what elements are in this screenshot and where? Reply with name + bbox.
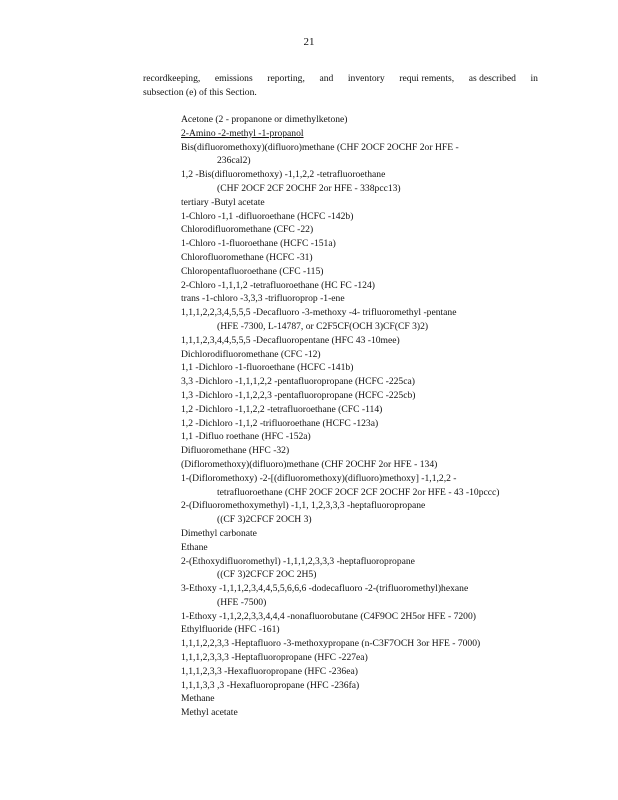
compound-entry [181, 444, 561, 458]
intro-word: and [319, 73, 334, 84]
compound-name: 1-Ethoxy -1,1,2,2,3,3,4,4,4 -nonafluorobutane (C4F9OC 2H5or HFE - 7200) [181, 610, 476, 622]
compound-name: tertiary -Butyl acetate [181, 196, 265, 208]
compound-entry [181, 210, 561, 224]
compound-name: Difluoromethane (HFC -32) [181, 445, 290, 457]
compound-entry [181, 679, 561, 693]
intro-word: inventory [347, 73, 385, 84]
compound-name: Ethylfluoride (HFC -161) [181, 624, 280, 636]
intro-word: recordkeeping, [143, 73, 201, 84]
compound-name: Dimethyl carbonate [181, 527, 257, 539]
compound-entry [181, 527, 561, 541]
compound-entry [181, 265, 561, 279]
compound-name: 1,2 -Dichloro -1,1,2 -trifluoroethane (HCFC -123a) [181, 417, 379, 429]
compound-name: 1-Chloro -1,1 -difluoroethane (HCFC -142b) [181, 210, 354, 222]
compound-name: 2-(Difluoromethoxymethyl) -1,1, 1,2,3,3,3 -heptafluoropropane [181, 500, 426, 512]
compound-name: 1,2 -Dichloro -1,1,2,2 -tetrafluoroethane (CFC -114) [181, 403, 383, 415]
intro-line-1 [143, 72, 538, 86]
compound-entry [181, 692, 561, 706]
compound-entry [181, 127, 561, 141]
compound-entry [181, 472, 561, 500]
compound-name: Chloropentafluoroethane (CFC -115) [181, 265, 324, 277]
compound-entry [181, 168, 561, 196]
compound-name: trans -1-chloro -3,3,3 -trifluoroprop -1-ene [181, 293, 345, 305]
compound-entry [181, 279, 561, 293]
compound-name: 1,1,1,3,3 ,3 -Hexafluoropropane (HFC -236fa) [181, 679, 360, 691]
compound-entry [181, 306, 561, 334]
intro-word: in [530, 73, 538, 84]
intro-word: as described [468, 73, 516, 84]
compound-entry [181, 706, 561, 720]
compound-continuation: (CHF 2OCF 2CF 2OCHF 2or HFE - 338pcc13) [217, 182, 401, 194]
compound-entry [181, 582, 561, 610]
compound-entry [181, 651, 561, 665]
compound-name: 1,1,1,2,3,4,4,5,5,5 -Decafluoropentane (HFC 43 -10mee) [181, 334, 400, 346]
compound-entry [181, 458, 561, 472]
compound-name: Chlorofluoromethane (HCFC -31) [181, 251, 313, 263]
compound-continuation: 236cal2) [217, 155, 251, 167]
compound-entry [181, 499, 561, 527]
compound-name: Dichlorodifluoromethane (CFC -12) [181, 348, 321, 360]
compound-name: 1,1 -Dichloro -1-fluoroethane (HCFC -141b) [181, 362, 354, 374]
compound-name: 1,1,1,2,2,3,3 -Heptafluoro -3-methoxypropane (n-C3F7OCH 3or HFE - 7000) [181, 638, 481, 650]
compound-entry [181, 361, 561, 375]
compound-name: 1,2 -Bis(difluoromethoxy) -1,1,2,2 -tetrafluoroethane [181, 169, 386, 181]
compound-entry [181, 555, 561, 583]
compound-entry [181, 637, 561, 651]
compound-entry [181, 141, 561, 169]
compound-name: 1,1,1,2,2,3,4,5,5,5 -Decafluoro -3-methoxy -4- trifluoromethyl -pentane [181, 307, 457, 319]
compound-entry [181, 375, 561, 389]
compound-entry [181, 334, 561, 348]
compound-name: 1,1,1,2,3,3,3 -Heptafluoropropane (HFC -227ea) [181, 652, 368, 664]
page-number: 21 [303, 36, 315, 48]
compound-entry [181, 237, 561, 251]
compound-name: (Difloromethoxy)(difluoro)methane (CHF 2OCHF 2or HFE - 134) [181, 458, 438, 470]
compound-entry [181, 292, 561, 306]
compound-name: 3-Ethoxy -1,1,1,2,3,4,4,5,5,6,6,6 -dodecafluoro -2-(trifluoromethyl)hexane [181, 583, 469, 595]
compound-continuation: (HFE -7300, L-14787, or C2F5CF(OCH 3)CF(CF 3)2) [217, 320, 429, 332]
compound-entry [181, 417, 561, 431]
compound-entry [181, 113, 561, 127]
compound-name: 1,1 -Difluo roethane (HFC -152a) [181, 431, 311, 443]
intro-paragraph [143, 72, 538, 100]
compound-entry [181, 623, 561, 637]
compound-name: 3,3 -Dichloro -1,1,1,2,2 -pentafluoropropane (HCFC -225ca) [181, 376, 415, 388]
compound-name: 2-Chloro -1,1,1,2 -tetrafluoroethane (HC FC -124) [181, 279, 375, 291]
compound-continuation: ((CF 3)2CFCF 2OCH 3) [217, 514, 312, 526]
compound-name: Ethane [181, 541, 208, 553]
compound-entry [181, 223, 561, 237]
intro-word: reporting, [267, 73, 305, 84]
compound-entry [181, 348, 561, 362]
intro-word: emissions [214, 73, 253, 84]
compound-name: Methane [181, 693, 215, 705]
compound-continuation: ((CF 3)2CFCF 2OC 2H5) [217, 569, 317, 581]
compound-name: Bis(difluoromethoxy)(difluoro)methane (CHF 2OCF 2OCHF 2or HFE - [181, 141, 459, 153]
compound-entry [181, 403, 561, 417]
compound-entry [181, 541, 561, 555]
compound-name: 1-Chloro -1-fluoroethane (HCFC -151a) [181, 238, 336, 250]
compound-name: Methyl acetate [181, 707, 238, 719]
intro-line-2: subsection (e) of this Section. [143, 87, 257, 98]
compound-list [181, 113, 561, 720]
compound-entry [181, 196, 561, 210]
compound-entry [181, 251, 561, 265]
compound-name: 1,3 -Dichloro -1,1,2,2,3 -pentafluoropropane (HCFC -225cb) [181, 389, 416, 401]
compound-name: 2-(Ethoxydifluoromethyl) -1,1,1,2,3,3,3 -heptafluoropropane [181, 555, 415, 567]
compound-name: Acetone (2 - propanone or dimethylketone) [181, 114, 348, 125]
compound-continuation: tetrafluoroethane (CHF 2OCF 2OCF 2CF 2OCHF 2or HFE - 43 -10pccc) [217, 486, 500, 498]
compound-entry [181, 430, 561, 444]
compound-entry [181, 389, 561, 403]
intro-word: requi rements, [399, 73, 455, 84]
compound-entry [181, 665, 561, 679]
compound-entry [181, 610, 561, 624]
compound-name: 2-Amino -2-methyl -1-propanol [181, 127, 304, 139]
compound-name: Chlorodifluoromethane (CFC -22) [181, 224, 314, 236]
compound-continuation: (HFE -7500) [217, 596, 267, 608]
compound-name: 1,1,1,2,3,3 -Hexafluoropropane (HFC -236ea) [181, 665, 358, 677]
compound-name: 1-(Difloromethoxy) -2-[(difluoromethoxy)(difluoro)methoxy] -1,1,2,2 - [181, 472, 457, 484]
